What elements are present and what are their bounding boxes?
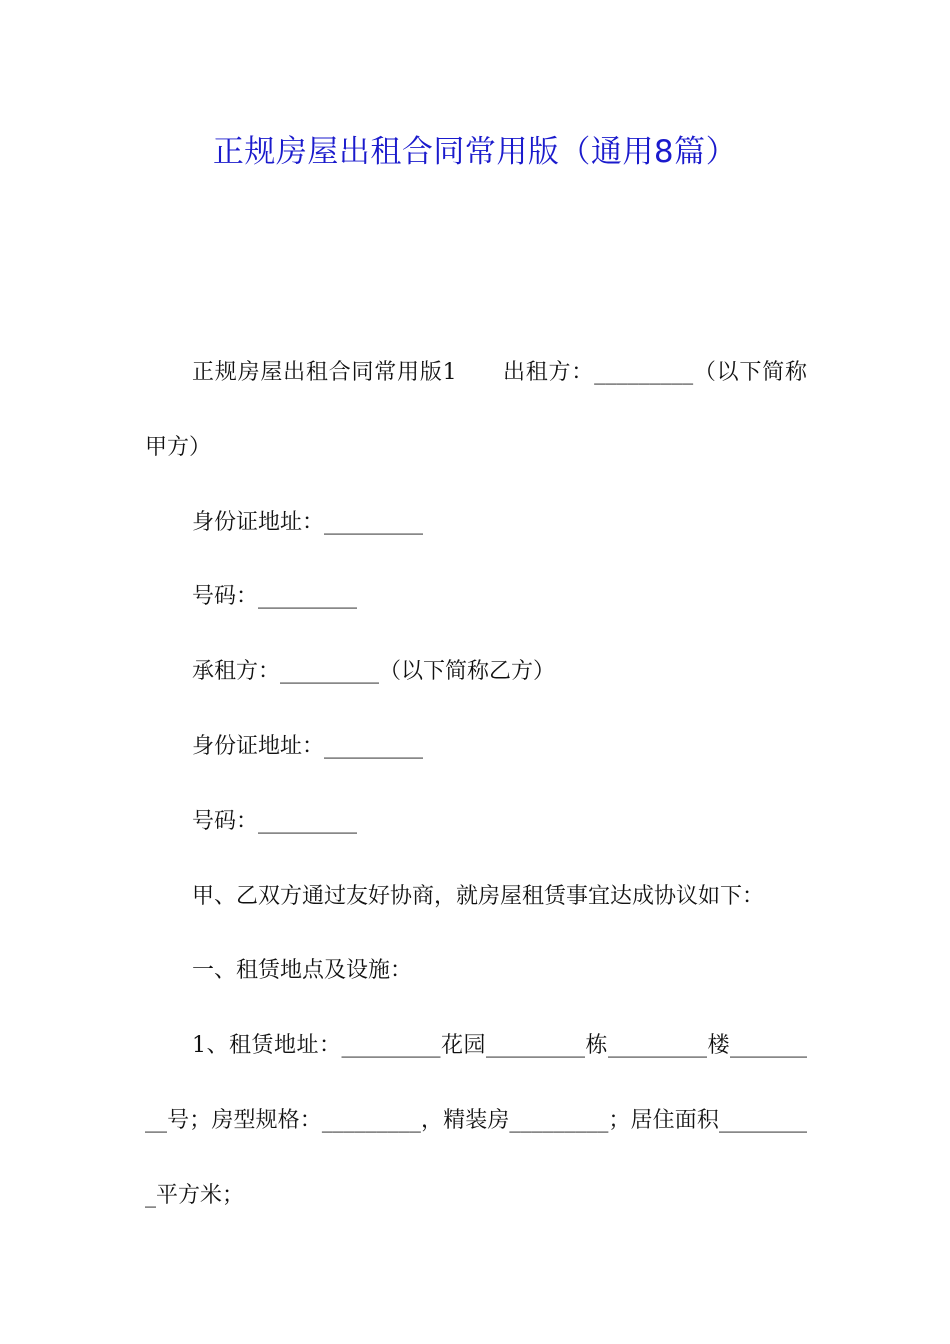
document-body [145, 336, 807, 1234]
paragraph-lessee-id-number: 号码：_________ [192, 808, 358, 834]
section-heading-lease-location: 一、租赁地点及设施： [192, 958, 413, 984]
paragraph-lessor-id-number: 号码：_________ [192, 584, 358, 610]
paragraph-lease-address-details: 1、租赁地址：_________花园_________栋_________楼_________号；房型规格：_________，精装房_________；居住面积_________平方米； [145, 1033, 807, 1208]
paragraph-lessor-id-address: 身份证地址：_________ [192, 509, 424, 535]
paragraph-lessee: 承租方：_________（以下简称乙方） [192, 659, 556, 685]
paragraph-lessee-id-address: 身份证地址：_________ [192, 733, 424, 759]
document-title: 正规房屋出租合同常用版（通用8篇） [212, 134, 738, 170]
paragraph-agreement-statement: 甲、乙双方通过友好协商，就房屋租赁事宜达成协议如下： [192, 883, 765, 909]
paragraph-intro-lessor: 正规房屋出租合同常用版1 出租方：_________（以下简称甲方） [145, 360, 807, 460]
